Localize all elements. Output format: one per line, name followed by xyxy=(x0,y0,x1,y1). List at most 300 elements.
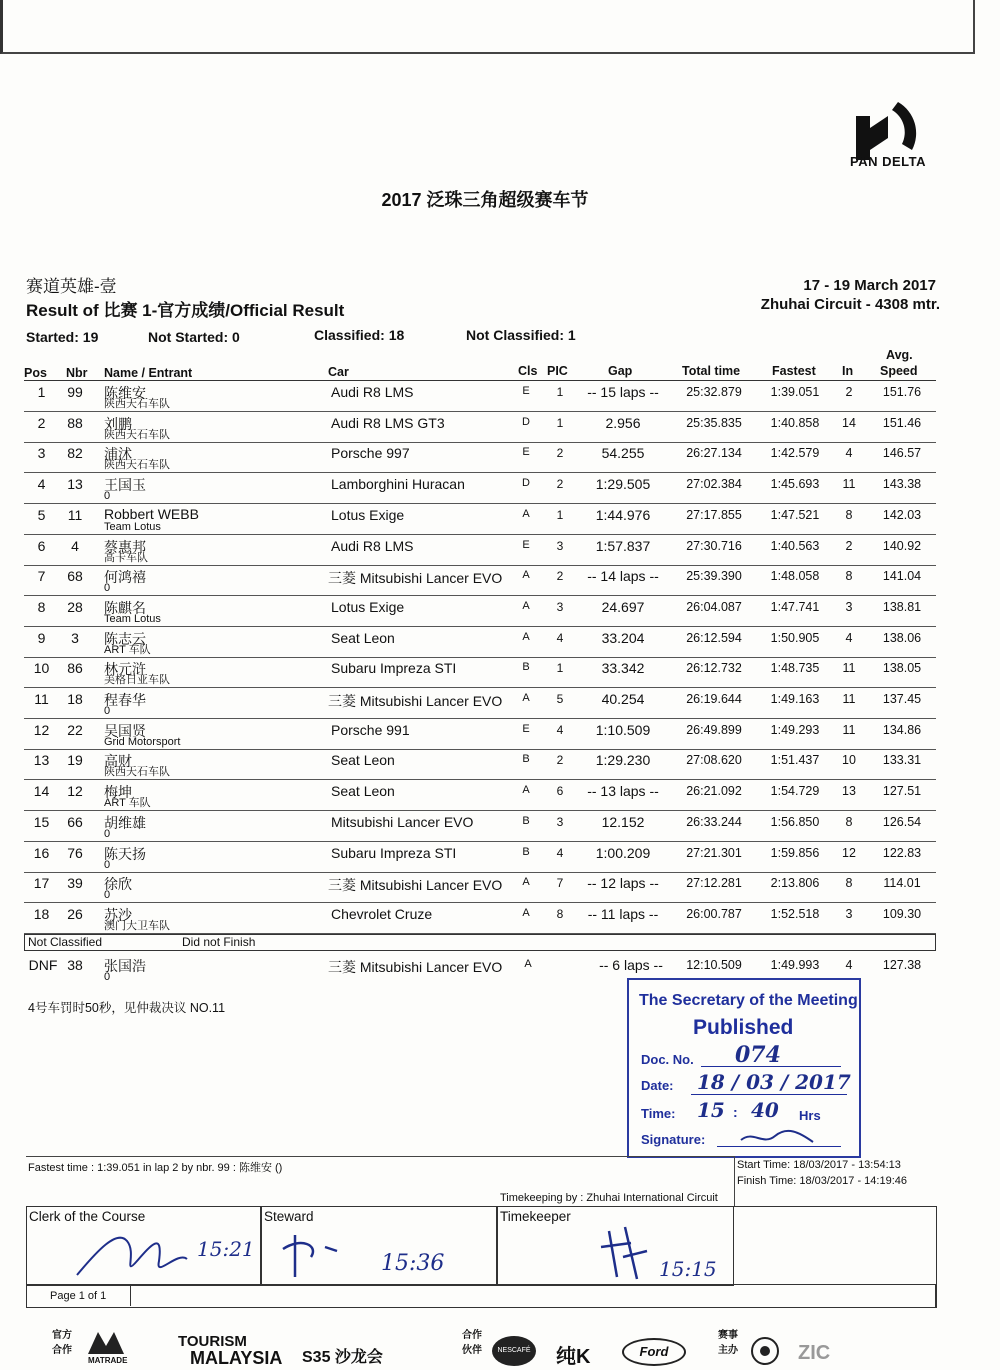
row-nbr: 3 xyxy=(71,629,79,646)
row-in: 8 xyxy=(845,507,853,522)
dnf-name: 张国浩 xyxy=(104,958,146,974)
row-speed: 114.01 xyxy=(883,876,921,891)
dnf-car: 三菱 Mitsubishi Lancer EVO xyxy=(328,959,503,975)
row-total-time: 27:21.301 xyxy=(686,845,742,860)
row-nbr: 82 xyxy=(67,445,83,462)
row-fastest: 1:47.521 xyxy=(770,507,820,522)
row-name: 陈天扬 xyxy=(104,845,146,862)
row-in: 14 xyxy=(842,415,856,430)
row-name: 王国玉 xyxy=(104,477,146,494)
col-pic: PIC xyxy=(547,364,568,378)
row-fastest: 1:49.293 xyxy=(770,722,820,737)
clerk-label: Clerk of the Course xyxy=(29,1209,146,1224)
clerk-signature-scribble xyxy=(67,1221,217,1283)
row-car: Seat Leon xyxy=(331,783,395,800)
row-speed: 137.45 xyxy=(882,692,922,706)
row-fastest: 1:51.437 xyxy=(770,753,820,768)
dnf-gap: -- 6 laps -- xyxy=(599,957,663,973)
row-car: Seat Leon xyxy=(331,752,395,769)
row-total-time: 26:00.787 xyxy=(686,906,742,921)
row-car: Chevrolet Cruze xyxy=(331,905,433,922)
row-name: 胡维雄 xyxy=(104,814,146,831)
row-gap: 1:57.837 xyxy=(595,537,651,554)
table-row xyxy=(24,902,936,934)
row-fastest: 1:52.518 xyxy=(770,906,820,921)
matrade-logo-icon xyxy=(86,1328,132,1356)
row-cls: A xyxy=(522,876,530,889)
row-pos: 14 xyxy=(33,783,50,800)
row-cls: A xyxy=(522,507,530,520)
row-total-time: 27:02.384 xyxy=(686,477,742,492)
table-row xyxy=(24,748,936,780)
secretary-stamp: The Secretary of the Meeting Published Doc. No. 074 Date: 18 / 03 / 2017 Time: 15 : 40 Hrs Signature: xyxy=(627,978,861,1158)
row-cls: E xyxy=(522,722,530,735)
tourism-text: TOURISM xyxy=(178,1333,247,1350)
row-total-time: 26:12.732 xyxy=(686,661,742,676)
row-cls: A xyxy=(522,569,530,582)
col-pos: Pos xyxy=(24,366,47,380)
row-pos: 2 xyxy=(37,414,46,431)
row-fastest: 1:59.856 xyxy=(770,845,820,860)
col-nbr: Nbr xyxy=(66,366,88,380)
row-cls: A xyxy=(522,630,530,643)
stamp-time-m: 40 xyxy=(751,1098,779,1122)
row-name: 陈志云 xyxy=(104,630,146,647)
row-car: 三菱 Mitsubishi Lancer EVO xyxy=(328,693,503,709)
row-cls: D xyxy=(522,415,530,428)
row-fastest: 2:13.806 xyxy=(770,876,820,891)
row-pos: 17 xyxy=(33,875,50,892)
row-gap: -- 15 laps -- xyxy=(587,384,659,400)
row-in: 10 xyxy=(842,753,856,768)
row-name: 梅坤 xyxy=(104,784,132,801)
row-in: 4 xyxy=(845,630,853,645)
row-pos: 5 xyxy=(37,506,46,523)
row-entrant: 0 xyxy=(104,889,111,902)
row-in: 3 xyxy=(845,599,853,614)
dnf-speed: 127.38 xyxy=(882,958,922,972)
row-speed: 138.06 xyxy=(882,630,922,645)
col-fastest: Fastest xyxy=(772,364,816,378)
table-row xyxy=(24,380,936,412)
row-car: Seat Leon xyxy=(331,629,395,646)
row-fastest: 1:54.729 xyxy=(770,784,820,799)
row-entrant: 澳门大卫车队 xyxy=(104,919,170,932)
dnf-entrant: 0 xyxy=(104,971,111,983)
row-gap: 24.697 xyxy=(601,598,645,615)
row-entrant: 0 xyxy=(104,705,111,717)
row-pos: 13 xyxy=(33,752,50,769)
col-name: Name / Entrant xyxy=(104,366,193,380)
row-name: 陈维安 xyxy=(104,385,146,401)
row-in: 11 xyxy=(842,692,856,706)
table-row xyxy=(24,472,936,504)
row-in: 2 xyxy=(845,385,853,399)
row-gap: 1:29.505 xyxy=(595,476,651,493)
row-entrant: 高卡车队 xyxy=(104,551,148,564)
row-car: Audi R8 LMS GT3 xyxy=(331,414,445,431)
row-pos: 18 xyxy=(33,905,50,922)
row-entrant: Team Lotus xyxy=(104,612,161,625)
row-nbr: 19 xyxy=(67,752,83,769)
col-in: In xyxy=(842,364,854,378)
row-car: Subaru Impreza STI xyxy=(331,844,457,861)
row-name: 程春华 xyxy=(104,692,146,708)
not-classified-reason: Did not Finish xyxy=(182,935,256,949)
row-speed: 126.54 xyxy=(882,814,922,829)
row-pic: 8 xyxy=(556,906,564,921)
table-row xyxy=(24,534,936,566)
row-entrant: 0 xyxy=(104,858,111,871)
stamp-doc-value: 074 xyxy=(735,1042,781,1068)
row-in: 13 xyxy=(842,784,856,799)
dnf-total: 12:10.509 xyxy=(686,958,742,972)
row-pic: 2 xyxy=(556,569,564,584)
row-pic: 2 xyxy=(556,446,564,461)
row-in: 8 xyxy=(845,814,853,829)
row-pic: 4 xyxy=(556,845,564,860)
row-entrant: 0 xyxy=(104,490,111,503)
row-pos: 6 xyxy=(37,537,46,554)
row-nbr: 99 xyxy=(67,384,83,400)
row-in: 4 xyxy=(845,446,853,461)
row-cls: E xyxy=(522,385,530,397)
classified-count: Classified: 18 xyxy=(314,327,405,343)
row-entrant: 陕西天石车队 xyxy=(104,398,170,410)
row-gap: -- 11 laps -- xyxy=(587,905,659,922)
row-fastest: 1:56.850 xyxy=(770,814,820,829)
row-pic: 3 xyxy=(556,599,564,614)
row-total-time: 27:12.281 xyxy=(686,876,742,891)
steward-signature-scribble xyxy=(281,1227,361,1283)
row-pic: 3 xyxy=(556,814,564,829)
row-total-time: 26:04.087 xyxy=(686,599,742,614)
row-pic: 1 xyxy=(556,507,564,522)
stamp-hrs: Hrs xyxy=(799,1108,821,1123)
dnf-in: 4 xyxy=(845,958,853,972)
row-speed: 141.04 xyxy=(882,569,922,584)
row-total-time: 27:08.620 xyxy=(686,753,742,768)
row-car: 三菱 Mitsubishi Lancer EVO xyxy=(328,877,503,894)
row-nbr: 26 xyxy=(67,905,83,922)
timekeeper-label: Timekeeper xyxy=(500,1209,571,1224)
row-total-time: 27:30.716 xyxy=(686,538,742,553)
stamp-date-value: 18 / 03 / 2017 xyxy=(697,1070,851,1094)
stamp-time-h: 15 xyxy=(697,1098,725,1122)
table-row xyxy=(24,411,936,443)
row-pic: 5 xyxy=(556,692,564,706)
row-pos: 1 xyxy=(37,384,46,400)
row-speed: 138.81 xyxy=(882,599,922,614)
row-gap: 33.204 xyxy=(601,629,645,646)
timekeeper-time: 15:15 xyxy=(659,1257,717,1281)
stamp-sig-label: Signature: xyxy=(641,1132,706,1147)
row-entrant: Grid Motorsport xyxy=(104,735,181,748)
row-gap: -- 14 laps -- xyxy=(587,568,659,585)
row-speed: 140.92 xyxy=(882,538,922,553)
row-gap: 12.152 xyxy=(601,813,645,830)
row-entrant: ART 车队 xyxy=(104,797,151,810)
row-cls: B xyxy=(522,845,530,858)
row-car: Subaru Impreza STI xyxy=(331,660,457,677)
row-gap: -- 12 laps -- xyxy=(587,875,659,892)
row-nbr: 39 xyxy=(67,875,83,892)
row-pos: 11 xyxy=(34,691,49,707)
row-cls: A xyxy=(522,692,530,704)
col-speed: Speed xyxy=(880,364,918,378)
row-entrant: 美格日亚车队 xyxy=(104,674,170,687)
row-gap: 1:00.209 xyxy=(595,844,651,861)
row-name: 刘鹏 xyxy=(104,415,132,432)
timekeeper-box xyxy=(496,1206,734,1286)
row-fastest: 1:48.735 xyxy=(770,661,820,676)
row-speed: 146.57 xyxy=(882,446,922,461)
col-gap: Gap xyxy=(608,364,633,378)
not-classified-count: Not Classified: 1 xyxy=(466,327,576,343)
row-nbr: 88 xyxy=(67,414,83,431)
table-row xyxy=(24,718,936,750)
fastest-time-line: Fastest time : 1:39.051 in lap 2 by nbr. 99 : 陈维安 () xyxy=(28,1162,283,1174)
row-nbr: 13 xyxy=(67,476,83,493)
row-in: 8 xyxy=(845,569,853,584)
logo-text: PAN DELTA xyxy=(850,154,926,169)
row-pic: 1 xyxy=(556,661,564,676)
row-speed: 142.03 xyxy=(882,507,922,522)
row-cls: B xyxy=(522,661,530,674)
row-gap: -- 13 laps -- xyxy=(587,783,659,800)
row-speed: 151.76 xyxy=(882,385,922,399)
row-pos: 9 xyxy=(37,629,46,646)
row-car: Mitsubishi Lancer EVO xyxy=(331,813,474,830)
stamp-time-label: Time: xyxy=(641,1106,676,1121)
event-date: 17 - 19 March 2017 xyxy=(803,277,936,294)
row-in: 11 xyxy=(842,661,856,676)
row-pic: 1 xyxy=(556,385,564,399)
row-car: Audi R8 LMS xyxy=(331,537,414,554)
not-classified-label: Not Classified xyxy=(28,935,103,949)
row-gap: 1:29.230 xyxy=(595,752,651,769)
row-pos: 10 xyxy=(33,660,50,677)
s35-text: S35 沙龙会 xyxy=(302,1349,383,1366)
dnf-nbr: 38 xyxy=(67,957,83,973)
row-total-time: 26:19.644 xyxy=(686,692,742,706)
row-nbr: 22 xyxy=(67,721,83,738)
row-nbr: 12 xyxy=(67,783,83,800)
row-name: 何鸿禧 xyxy=(104,569,146,586)
started-count: Started: 19 xyxy=(26,329,99,345)
row-car: Lotus Exige xyxy=(331,598,405,615)
event-title: 2017 泛珠三角超级赛车节 xyxy=(381,190,589,210)
row-pos: 15 xyxy=(33,813,50,830)
stamp-line1: The Secretary of the Meeting xyxy=(639,992,858,1009)
row-fastest: 1:39.051 xyxy=(770,385,820,399)
row-pic: 4 xyxy=(556,630,564,645)
table-row xyxy=(24,503,936,535)
row-fastest: 1:47.741 xyxy=(770,599,820,614)
table-row xyxy=(24,871,936,903)
row-cls: E xyxy=(522,538,530,551)
table-row xyxy=(24,441,936,473)
row-name: 浦沭 xyxy=(104,446,132,463)
stamp-doc-label: Doc. No. xyxy=(641,1052,694,1067)
nescafe-logo: NESCAFÉ xyxy=(492,1336,536,1366)
steward-label: Steward xyxy=(264,1209,314,1224)
row-car: Audi R8 LMS xyxy=(331,384,414,400)
partner-label: 合作伙伴 xyxy=(462,1330,482,1356)
row-gap: 40.254 xyxy=(601,691,645,707)
row-entrant: 陕西天石车队 xyxy=(104,428,170,441)
row-nbr: 68 xyxy=(67,568,83,585)
row-nbr: 28 xyxy=(67,598,83,615)
row-cls: E xyxy=(522,446,530,459)
col-total: Total time xyxy=(682,364,741,378)
penalty-note: 4号车罚时50秒，见仲裁决议 NO.11 xyxy=(28,1001,226,1015)
row-nbr: 66 xyxy=(67,813,83,830)
row-pos: 7 xyxy=(37,568,46,585)
row-entrant: ART 车队 xyxy=(104,643,151,656)
series-name: 赛道英雄-壹 xyxy=(26,277,117,296)
row-fastest: 1:42.579 xyxy=(770,446,820,461)
row-car: Porsche 997 xyxy=(331,445,410,462)
matrade-text: MATRADE xyxy=(88,1356,128,1365)
row-pic: 1 xyxy=(556,415,564,430)
timekeeping-info: Timekeeping by : Zhuhai International Circuit xyxy=(500,1192,718,1204)
row-nbr: 11 xyxy=(67,506,83,523)
ford-logo: Ford xyxy=(622,1338,686,1366)
row-cls: A xyxy=(522,599,530,612)
official-partner-label: 官方合作 xyxy=(52,1330,72,1356)
row-nbr: 4 xyxy=(71,537,79,554)
stamp-date-label: Date: xyxy=(641,1078,674,1093)
row-total-time: 26:12.594 xyxy=(686,630,742,645)
col-avg: Avg. xyxy=(886,348,913,362)
row-name: Robbert WEBB xyxy=(104,505,199,522)
row-fastest: 1:45.693 xyxy=(770,477,820,492)
malaysia-text: MALAYSIA xyxy=(190,1348,283,1368)
row-nbr: 86 xyxy=(67,660,83,677)
row-fastest: 1:40.858 xyxy=(770,415,820,430)
row-cls: A xyxy=(522,784,530,797)
table-row xyxy=(24,564,936,596)
row-pic: 3 xyxy=(556,538,564,553)
row-total-time: 26:21.092 xyxy=(686,784,742,799)
row-fastest: 1:40.563 xyxy=(770,538,820,553)
row-speed: 133.31 xyxy=(882,753,922,768)
row-entrant: 陕西天石车队 xyxy=(104,459,170,472)
row-name: 徐欣 xyxy=(104,876,132,893)
not-classified-bar xyxy=(24,934,936,951)
row-total-time: 25:39.390 xyxy=(686,569,742,584)
host-emblem-icon xyxy=(750,1336,780,1366)
row-speed: 122.83 xyxy=(882,845,922,860)
row-pos: 16 xyxy=(33,844,50,861)
steward-time: 15:36 xyxy=(381,1251,445,1276)
row-nbr: 76 xyxy=(67,844,83,861)
row-gap: 54.255 xyxy=(601,445,645,462)
page-number: Page 1 of 1 xyxy=(50,1290,107,1302)
row-total-time: 25:32.879 xyxy=(686,385,742,399)
row-cls: A xyxy=(522,906,530,919)
row-pic: 4 xyxy=(556,722,564,737)
row-pos: 12 xyxy=(33,721,50,738)
row-pic: 2 xyxy=(556,753,564,768)
row-speed: 127.51 xyxy=(882,784,922,799)
row-name: 陈麒名 xyxy=(104,599,146,616)
results-column-header xyxy=(24,348,936,381)
row-entrant: 0 xyxy=(104,827,111,840)
row-pic: 2 xyxy=(556,477,564,492)
row-in: 3 xyxy=(845,906,853,921)
row-speed: 151.46 xyxy=(882,415,922,430)
clerk-box xyxy=(26,1206,262,1286)
timekeeper-signature-scribble xyxy=(597,1221,657,1283)
table-row xyxy=(24,810,936,842)
row-entrant: 0 xyxy=(104,582,111,595)
dnf-fastest: 1:49.993 xyxy=(770,958,820,972)
row-in: 8 xyxy=(845,876,853,891)
row-fastest: 1:50.905 xyxy=(770,630,820,645)
row-total-time: 26:33.244 xyxy=(686,814,742,829)
row-name: 吴国贤 xyxy=(104,722,146,739)
row-fastest: 1:49.163 xyxy=(770,692,820,706)
row-in: 12 xyxy=(842,845,856,860)
table-row xyxy=(24,656,936,688)
row-pos: 8 xyxy=(37,598,46,615)
row-total-time: 26:27.134 xyxy=(686,446,742,461)
col-car: Car xyxy=(328,365,349,379)
row-pic: 6 xyxy=(556,784,564,799)
row-gap: 33.342 xyxy=(601,660,645,677)
row-name: 蔡惠邦 xyxy=(104,538,146,555)
row-nbr: 18 xyxy=(67,691,83,707)
row-name: 高财 xyxy=(104,753,132,770)
table-row xyxy=(24,687,936,719)
table-row xyxy=(24,841,936,873)
row-gap: 1:10.509 xyxy=(595,721,651,738)
page-frame xyxy=(0,0,975,54)
dnf-pos: DNF xyxy=(28,957,58,973)
row-speed: 143.38 xyxy=(882,477,922,492)
row-car: Lotus Exige xyxy=(331,506,405,523)
circuit-info: Zhuhai Circuit - 4308 mtr. xyxy=(760,296,940,313)
row-name: 苏沙 xyxy=(104,906,132,923)
row-pos: 4 xyxy=(37,476,46,493)
row-total-time: 27:17.855 xyxy=(686,507,742,522)
row-speed: 134.86 xyxy=(882,722,922,737)
row-name: 林元浒 xyxy=(104,661,146,678)
stamp-line2: Published xyxy=(693,1016,794,1039)
clerk-time: 15:21 xyxy=(197,1237,255,1261)
row-total-time: 26:49.899 xyxy=(686,722,742,737)
row-entrant: 陕西天石车队 xyxy=(104,766,170,779)
chun-k-logo: 纯K xyxy=(556,1346,591,1368)
zic-logo: ZIC xyxy=(798,1342,831,1364)
table-row xyxy=(24,626,936,658)
row-in: 11 xyxy=(842,722,856,737)
host-label: 赛事主办 xyxy=(718,1330,738,1356)
row-pos: 3 xyxy=(37,445,46,462)
row-gap: 2.956 xyxy=(605,414,641,431)
row-gap: 1:44.976 xyxy=(595,506,651,523)
row-car: 三菱 Mitsubishi Lancer EVO xyxy=(328,570,503,587)
row-car: Lamborghini Huracan xyxy=(331,476,465,493)
row-cls: B xyxy=(522,814,530,827)
row-speed: 138.05 xyxy=(882,661,922,676)
row-car: Porsche 991 xyxy=(331,721,410,738)
result-title: Result of 比赛 1-官方成绩/Official Result xyxy=(26,301,345,320)
finish-time: Finish Time: 18/03/2017 - 14:19:46 xyxy=(737,1175,907,1187)
row-in: 2 xyxy=(845,538,853,553)
